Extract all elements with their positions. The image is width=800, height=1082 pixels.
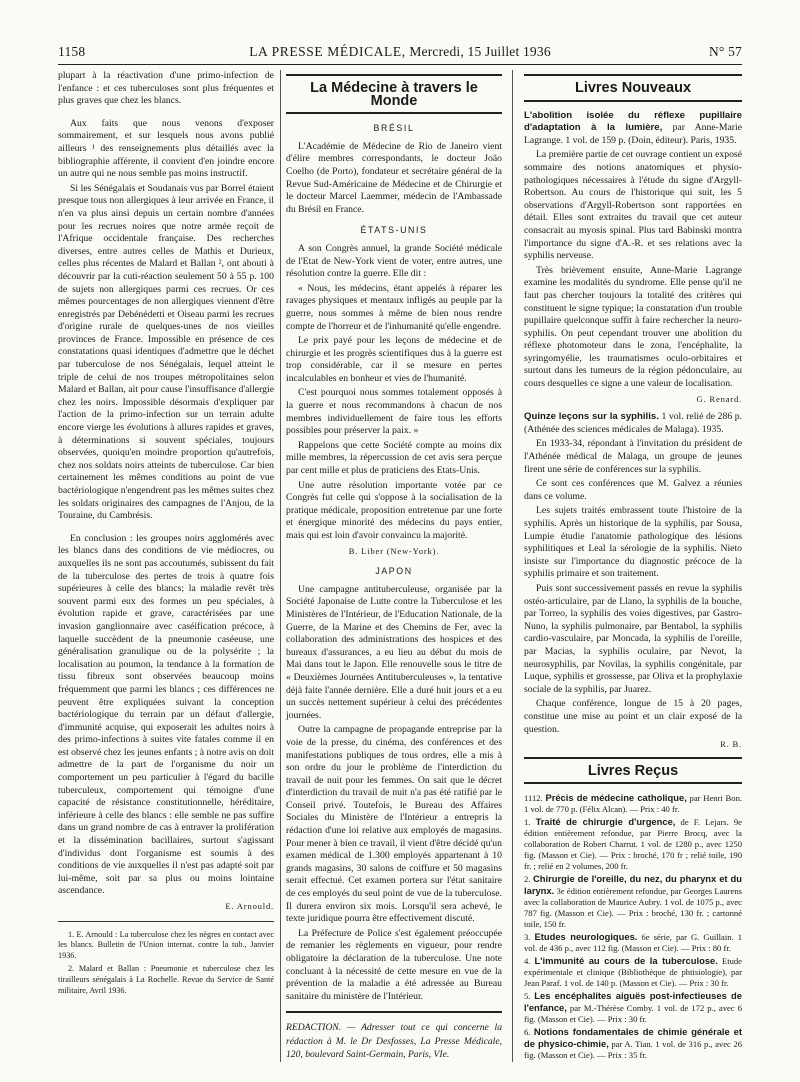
book-details: Etude expérimentale et clinique (Bibliothèque de phtisiologie), par Jean Paraf. 1 vol. de 140 p. (Masson et Cie). — Prix : 30 fr.	[524, 956, 742, 989]
review-paragraph: Très brièvement ensuite, Anne-Marie Lagrange examine les modalités du syndrome. Elle pense qu'il ne faut pas chercher toujours la totalité des critères qui constituent le signe typique; la constatation d'un trouble pupillaire quelconque suffit à faire rechercher la neuro-syphilis. On peut cependant trouver une abolition du réflexe photomoteur dans le zona, l'encéphalite, la syringomyélie, les traumatismes oculo-orbitaires et surtout dans les tumeurs de la région pédonculaire, au cours desquelles ce signe a une valeur de localisation.	[524, 264, 742, 390]
review-paragraph: La première partie de cet ouvrage contient un exposé sommaire des notions anatomiques et physio-pathologiques nécessaires à l'étude du signe d'Argyll-Robertson. Au cours de l'historique qui suit, les 5 observations d'Argyll-Robertson sont rapportées en détail. Elles sont extraites du travail que cet auteur consacrait au myosis spinal. Plus tard Babinski montra l'importance du signe d'A.-R. et ses relations avec la syphilis nerveuse.	[524, 149, 742, 262]
book-details: par Henri Bon. 1 vol. de 770 p. (Félix Alcan). — Prix : 40 fr.	[524, 793, 743, 815]
page-header	[58, 44, 742, 66]
news-paragraph: Rappelons que cette Société compte au moins dix mille membres, la répercussion de cet avis sera perçue par cent mille et plus de praticiens des Etats-Unis.	[286, 439, 502, 477]
redaction-notice: REDACTION. — Adresser tout ce qui concerne la rédaction à M. le Dr Desfosses, La Presse Médicale, 120, boulevard Saint-Germain, Paris, VIe.	[286, 1022, 502, 1061]
review-heading	[524, 411, 742, 436]
country-heading: ÉTATS-UNIS	[360, 225, 428, 236]
news-paragraph: Le prix payé pour les leçons de médecine et de chirurgie et les progrès scientifiques dus à la guerre est trop considérable, car il se mesure en pertes incalculables en bonheur et vies de l'humanité.	[286, 335, 502, 384]
book-title: Précis de médecine catholique,	[545, 792, 687, 804]
book-title: Les encéphalites aiguës post-infectieuses de l'enfance,	[524, 990, 742, 1014]
journal-title: LA PRESSE MÉDICALE,	[249, 44, 406, 59]
book-details: 3e édition entièrement refondue, par Georges Laurens avec la collaboration de Maurice Aubry. 1 vol. de 1075 p., avec 787 fig. (Masson et Cie). — Prix : broché, 130 fr. ; cartonné toile, 150 fr.	[524, 886, 742, 930]
book-info: par Anne-Marie Lagrange. 1 vol. de 159 p. (Doin, éditeur). Paris, 1935.	[524, 122, 742, 146]
item-number: 5.	[524, 991, 531, 1002]
review-paragraph: Ce sont ces conférences que M. Galvez a réunies dans ce volume.	[524, 478, 742, 502]
news-paragraph: L'Académie de Médecine de Rio de Janeiro vient d'élire membres correspondants, le docteur João Coelho (de Porto), fondateur et secrétaire général de la Revue Sud-Américaine de Médecine et de Chirurgie et le docteur Marcel Laemmer, médecin de l'Ambassade du Brésil en France.	[286, 140, 502, 215]
country-heading: BRÉSIL	[373, 123, 415, 134]
header-rule	[58, 64, 742, 65]
news-paragraph: « Nous, les médecins, étant appelés à réparer les ravages physiques et mentaux infligés au peuple par la guerre, nous sommes à même de bien nous rendre compte de l'horreur et de l'inhumanité qu'elle engendre.	[286, 282, 502, 332]
footnote: 2. Malard et Ballan : Pneumonie et tuberculose chez les tirailleurs sénégalais à La Rochelle. Revue du Service de Santé militaire, Avril 1936.	[58, 963, 274, 995]
list-item	[524, 931, 742, 954]
article-column-left	[58, 70, 274, 998]
article-paragraph: Si les Sénégalais et Soudanais vus par Borrel étaient presque tous non allergiques à leur arrivée en France, il n'en va plus ainsi depuis un certain nombre d'années pour les recrues noires que notre armée reçoit de l'Afrique occidentale française. Des recherches diverses, entre autres celles de Mathis et Durieux, celles plus récentes de Malard et Ballan ², ont abouti à découvrir par la cuti-réaction seulement 50 à 55 p. 100 de sujets non allergiques parmi ces recrues. Or ces mêmes pourcentages de non allergiques viennent d'être enregistrés par Debénédetti et Oiseau parmi les recrues d'origine rurale de quelques-unes de nos vieilles provinces de France. Impossible en présence de ces constatations quasi identiques d'admettre que le déchet par tuberculose de nos Sénégalais, lequel atteint le triple de celui de nos troupes métropolitaines selon Malard et Ballan, ait pour cause l'insuffisance d'allergie chez les noirs. Impossible désormais d'expliquer par l'action de la primo-infection sur un terrain adulte encore vierge les évolutions à allures rapides et graves, à déterminations si souvent spéciales, toujours observées, quoiqu'en moindre proportion qu'autrefois, chez nos soldats noirs atteints de tuberculose. Car bien certainement les mêmes conditions au point de vue bactériologique n'engendrent pas les mêmes suites chez les soldats originaires des campagnes de l'Anjou, de la Touraine, du Cambrésis.	[58, 182, 274, 522]
list-item	[524, 990, 742, 1025]
book-info: 1 vol. relié de 286 p. (Athénée des sciences médicales de Malaga). 1935.	[524, 411, 743, 435]
review-paragraph: Les sujets traités embrassent toute l'histoire de la syphilis. Après un historique de la syphilis, par Sousa, Lumpie étudie l'anatomie pathologique des lésions syphilitiques et Leal la sérologie de la syphilis. Nieto insiste sur l'importance du diagnostic précoce de la syphilis primaire et son traitement.	[524, 505, 742, 580]
item-number: 1.	[524, 817, 531, 828]
item-number: 6.	[524, 1027, 531, 1038]
review-signature: R. B.	[720, 739, 742, 750]
book-title: Chirurgie de l'oreille, du nez, du pharynx et du larynx.	[524, 873, 742, 897]
list-item	[524, 955, 742, 989]
section-rule	[286, 1011, 502, 1013]
book-details: 6e série, par G. Guillain. 1 vol. de 436 p., avec 112 fig. (Masson et Cie). — Prix : 80 fr.	[524, 932, 742, 954]
column-divider	[512, 70, 513, 1062]
item-number: 3.	[524, 932, 531, 943]
section-title: La Médecine à travers le Monde	[286, 74, 502, 114]
item-number: 2.	[524, 874, 531, 885]
book-title: Quinze leçons sur la syphilis.	[524, 411, 659, 423]
news-paragraph: Une campagne antituberculeuse, organisée par la Société Japonaise de Lutte contre la Tuberculose et les Ministères de l'Intérieur, de l'Education Nationale, de la Guerre, de la Marine et des Chemins de Fer, avec la collaboration des administrations des hospices et des bureaux d'assurances, a eu lieu au début du mois de Mai dans tout le Japon. Elle renouvelle sous le titre de « Deuxièmes Journées Antituberculeuses », la tentative déjà faite l'année dernière. Elle a duré huit jours et a eu un succès nettement supérieur à celui des précédentes journées.	[286, 583, 502, 721]
footnote: 1. E. Arnould : La tuberculose chez les nègres en contact avec les blancs. Bulletin de l'Union internat. contre la tub., Janvier 1936.	[58, 929, 274, 961]
book-details: par M.-Thérèse Comby. 1 vol. de 172 p., avec 6 fig. (Masson et Cie). — Prix : 30 fr.	[524, 1003, 742, 1025]
book-details: de F. Lejars. 9e édition entièrement refondue, par Pierre Brocq, avec la collaboration de Robert Charrut. 1 vol. de 1280 p., avec 1250 fig. (Masson et Cie). — Prix : broché, 170 fr ; relié toile, 190 fr. ; relié en 2 volumes, 200 fr.	[524, 817, 742, 872]
article-paragraph: En conclusion : les groupes noirs agglomérés avec les blancs dans des conditions de vie médiocres, ou auxquelles ils ne sont pas accoutumés, subissent du fait de la tuberculose des pertes de trois à quatre fois supérieures à celle des blancs; la maladie revêt très souvent parmi eux des formes un peu spéciales, à évolution rapide et grave, caractérisées par une invasion ganglionnaire avec caséification précoce, à laquelle succèdent de la pneumonie caséeuse, une généralisation granulique ou de la polysérite ; la localisation au poumon, la tendance à la formation de tissu fibreux sont observées beaucoup moins fréquemment que parmi les blancs ; ces différences ne peuvent être expliquées suivant la conception bactériologique du terrain par un défaut d'allergie, d'immunité acquise, qui exposerait les adultes noirs à des primo-infections à suites vite fatales comme il en est observé chez les jeunes enfants ; à notre avis on doit admettre de la part de l'organisme du noir un comportement un peu particulier à l'égard du bacille tuberculeux, comportement qui témoigne d'une capacité de résistance constitutionnelle, héréditaire, inférieure à celle des blancs : elle semble ne pas suffire dans un grand nombre de cas à entraver la prolifération et la dissémination bacillaires, surtout s'agissant d'individus dont l'organisme est soumis à des conditions de vie auxquelles il n'est pas adapté soit par lui-même, soit par sa plus ou moins lointaine ascendance.	[58, 532, 275, 897]
list-item	[524, 792, 742, 815]
review-signature: G. Renard.	[696, 393, 742, 404]
section-title: Livres Nouveaux	[524, 74, 742, 102]
article-paragraph: Aux faits que nous venons d'exposer sommairement, et sur lesquels nous avons publié ailleurs ¹ des renseignements plus détaillés avec la bibliographie afférente, il convient d'en joindre encore un autre qui ne nous semble pas moins instructif.	[58, 117, 274, 180]
news-paragraph: La Préfecture de Police s'est également préoccupée de remanier les règlements en vigueur, pour rendre obligatoire la déclaration de la tuberculose. Une note concluant à la nécessité de cette mesure en vue de la prévention de la maladie a été adressée au Bureau sanitaire du ministère de l'Intérieur.	[286, 927, 502, 1002]
review-heading	[524, 110, 742, 148]
book-title: L'immunité au cours de la tuberculose.	[534, 955, 718, 967]
list-item	[524, 873, 742, 930]
page-number: 1158	[58, 44, 86, 59]
news-paragraph: Une autre résolution importante votée par ce Congrès fut celle qui s'oppose à la socialisation de la pratique médicale, proposition entretenue par une forte et énergique minorité des médecins du pays entier, mais qui est loin d'avoir convaincu la majorité.	[286, 479, 502, 541]
book-title: Etudes neurologiques.	[534, 931, 638, 943]
book-title: Traité de chirurgie d'urgence,	[535, 816, 676, 828]
book-title: Notions fondamentales de chimie générale et de physico-chimie,	[524, 1026, 742, 1050]
news-signature: B. Liber (New-York).	[348, 545, 440, 556]
section-title: Livres Reçus	[524, 757, 742, 785]
issue-number: N° 57	[708, 44, 742, 59]
news-paragraph: Outre la campagne de propagande entreprise par la voie de la presse, du cinéma, des conférences et des manifestations publiques de tous ordres, elle a mis à son ordre du jour le problème de l'interdiction du travail de nuit pour les femmes. On sait que le décret d'interdiction du travail de nuit n'a pas été ratifié par le Conseil privé. Toutefois, le Bureau des Affaires Sociales du Ministère de l'Intérieur a entrepris la rédaction d'une loi relative aux employés de magasins. Pour mener à bien ce travail, il vient d'être décidé qu'un examen médical de 1.300 employés appartenant à 10 grands magasins, 30 salons de coiffure et 50 magasins serait effectué. Cet examen portera sur l'état sanitaire de ces employés du seul point de vue de la tuberculose. Il durera environ six mois. Lorsqu'il sera achevé, le texte juridique pourra être effectivement discuté.	[286, 724, 502, 925]
books-column	[524, 70, 742, 1062]
item-number: 1112.	[524, 793, 543, 804]
book-details: par A. Tian. 1 vol. de 316 p., avec 26 fig. (Masson et Cie). — Prix : 35 fr.	[524, 1039, 743, 1061]
article-paragraph: plupart à la réactivation d'une primo-infection de l'enfance : et ces tuberculoses sont plus fréquentes et plus graves que chez les blancs.	[58, 70, 274, 107]
review-paragraph: En 1933-34, répondant à l'invitation du président de l'Athénée médical de Malaga, un groupe de jeunes firent une série de conférences sur la syphilis.	[524, 438, 742, 475]
footnotes	[58, 930, 274, 997]
issue-date: Mercredi, 15 Juillet 1936	[409, 44, 551, 59]
news-paragraph: C'est pourquoi nous sommes totalement opposés à la guerre et nous recommandons à chacun de nos membres individuellement de faire tous les efforts possibles pour préserver la paix. »	[286, 387, 502, 437]
column-divider	[280, 70, 281, 1062]
footnote-rule	[58, 921, 274, 922]
country-heading: JAPON	[375, 566, 413, 577]
review-paragraph: Puis sont successivement passés en revue la syphilis ostéo-articulaire, par de Llano, la syphilis de la bouche, par Torreo, la syphilis des voies digestives, par Gastro-Nuno, la syphilis pulmonaire, par Bentabol, la syphilis cardio-vasculaire, par Moncada, la syphilis de l'oreille, par Macias, la syphilis oculaire, par Nevot, la neurosyphilis, par Novilas, la syphilis congénitale, par Luque, syphilis et grossesse, par Oliva et la prophylaxie sociale de la syphilis, par Juarez.	[524, 582, 742, 695]
book-title: L'abolition isolée du réflexe pupillaire d'adaptation à la lumière,	[524, 109, 742, 134]
item-number: 4.	[524, 956, 531, 967]
news-column	[286, 70, 502, 1062]
journal-masthead	[58, 44, 742, 60]
news-paragraph: A son Congrès annuel, la grande Société médicale de l'Etat de New-York vient de voter, entre autres, une résolution contre la guerre. Elle dit :	[286, 242, 502, 280]
review-paragraph: Chaque conférence, longue de 15 à 20 pages, constitue une mise au point et un clair exposé de la question.	[524, 698, 742, 735]
list-item	[524, 1026, 742, 1061]
received-books-list	[524, 792, 742, 1061]
article-signature: E. Arnould.	[225, 901, 274, 911]
list-item	[524, 816, 742, 872]
